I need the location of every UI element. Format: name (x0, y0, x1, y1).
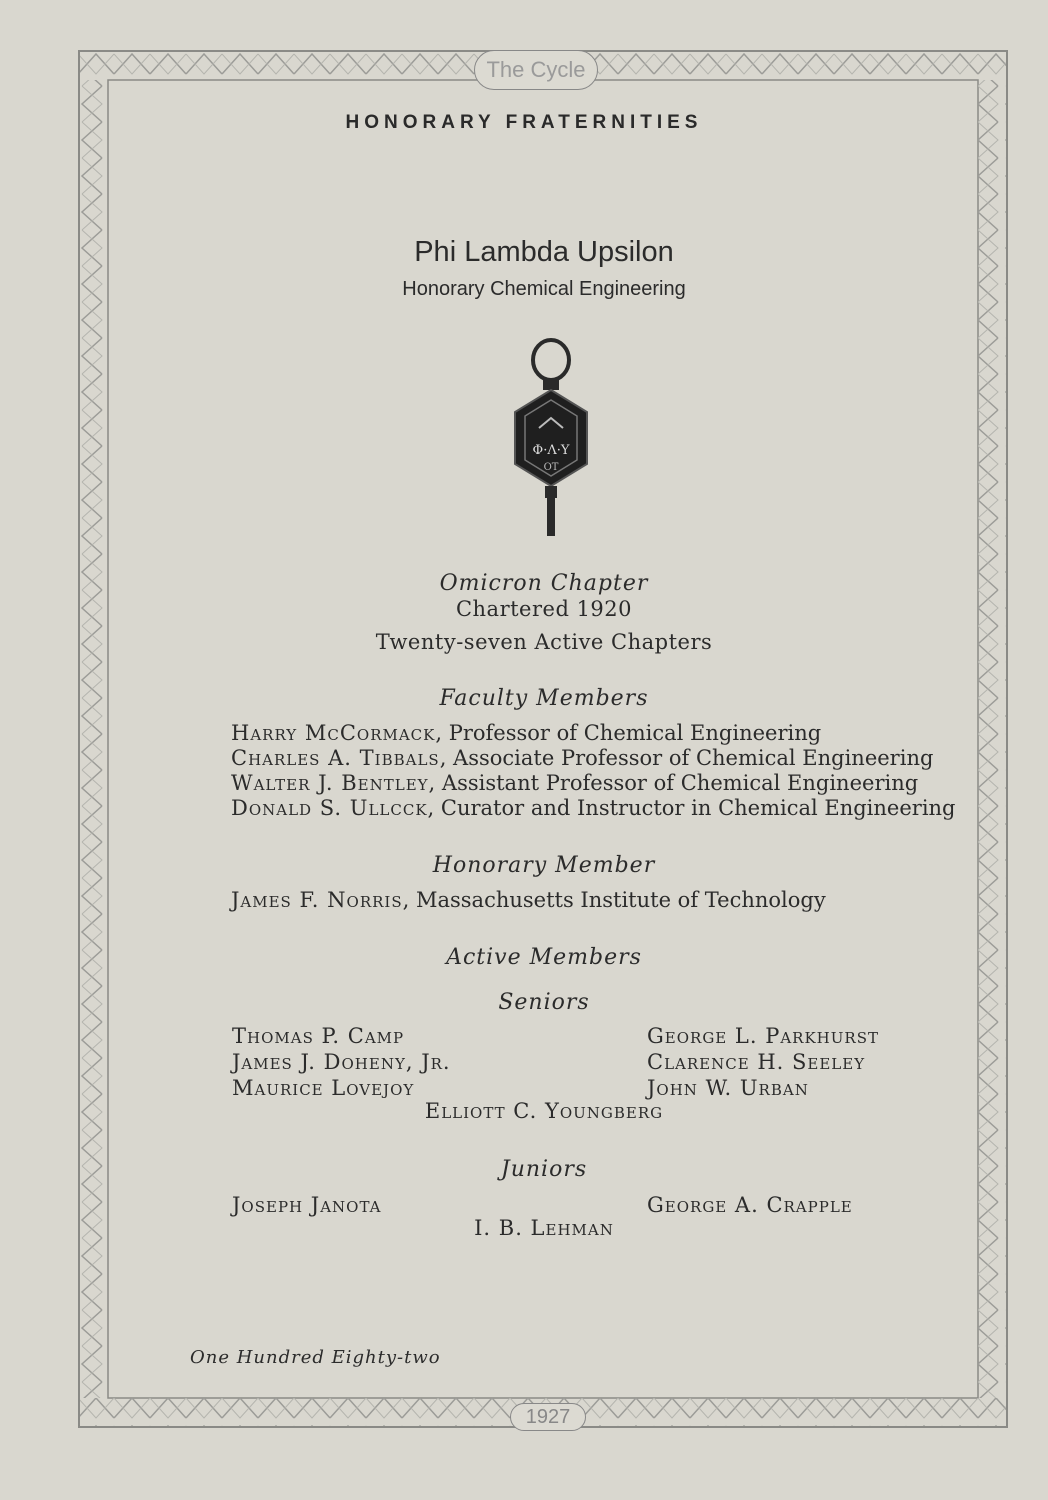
faculty-member: Charles A. Tibbals, Associate Professor of Chemical Engineering (231, 746, 934, 770)
key-letters: Φ·Λ·Υ (532, 443, 570, 458)
faculty-member: Walter J. Bentley, Assistant Professor of Chemical Engineering (231, 771, 919, 795)
active-title: Active Members (446, 945, 642, 970)
junior-member: George A. Crapple (647, 1193, 853, 1217)
senior-member: Elliott C. Youngberg (424, 1099, 664, 1123)
senior-member: George L. Parkhurst (647, 1024, 879, 1048)
chapter-name: Omicron Chapter (439, 571, 649, 596)
cycle-banner: The Cycle (474, 50, 598, 90)
senior-member: Maurice Lovejoy (232, 1076, 415, 1100)
senior-member: James J. Doheny, Jr. (232, 1050, 451, 1074)
junior-member: I. B. Lehman (474, 1216, 614, 1240)
senior-member: John W. Urban (647, 1076, 809, 1100)
honorary-title: Honorary Member (432, 853, 656, 878)
faculty-member: Donald S. Ullcck, Curator and Instructor in Chemical Engineering (231, 796, 956, 820)
honorary-member: James F. Norris, Massachusetts Institute of Technology (231, 888, 826, 912)
year-banner: 1927 (510, 1403, 586, 1431)
fraternity-name: Phi Lambda Upsilon (414, 236, 674, 268)
active-chapters: Twenty-seven Active Chapters (375, 630, 713, 654)
junior-member: Joseph Janota (232, 1193, 382, 1217)
senior-member: Thomas P. Camp (232, 1024, 405, 1048)
senior-member: Clarence H. Seeley (647, 1050, 866, 1074)
chapter-chartered: Chartered 1920 (455, 597, 633, 621)
seniors-title: Seniors (498, 990, 590, 1015)
faculty-title: Faculty Members (439, 686, 649, 711)
page-number: One Hundred Eighty-two (190, 1347, 441, 1368)
fraternity-subtitle: Honorary Chemical Engineering (402, 278, 686, 300)
fraternity-key-icon (505, 336, 605, 545)
page-heading: HONORARY FRATERNITIES (345, 112, 703, 133)
juniors-title: Juniors (500, 1157, 588, 1182)
faculty-member: Harry McCormack, Professor of Chemical Engineering (231, 721, 822, 745)
key-chapter-letters: OT (543, 462, 559, 473)
